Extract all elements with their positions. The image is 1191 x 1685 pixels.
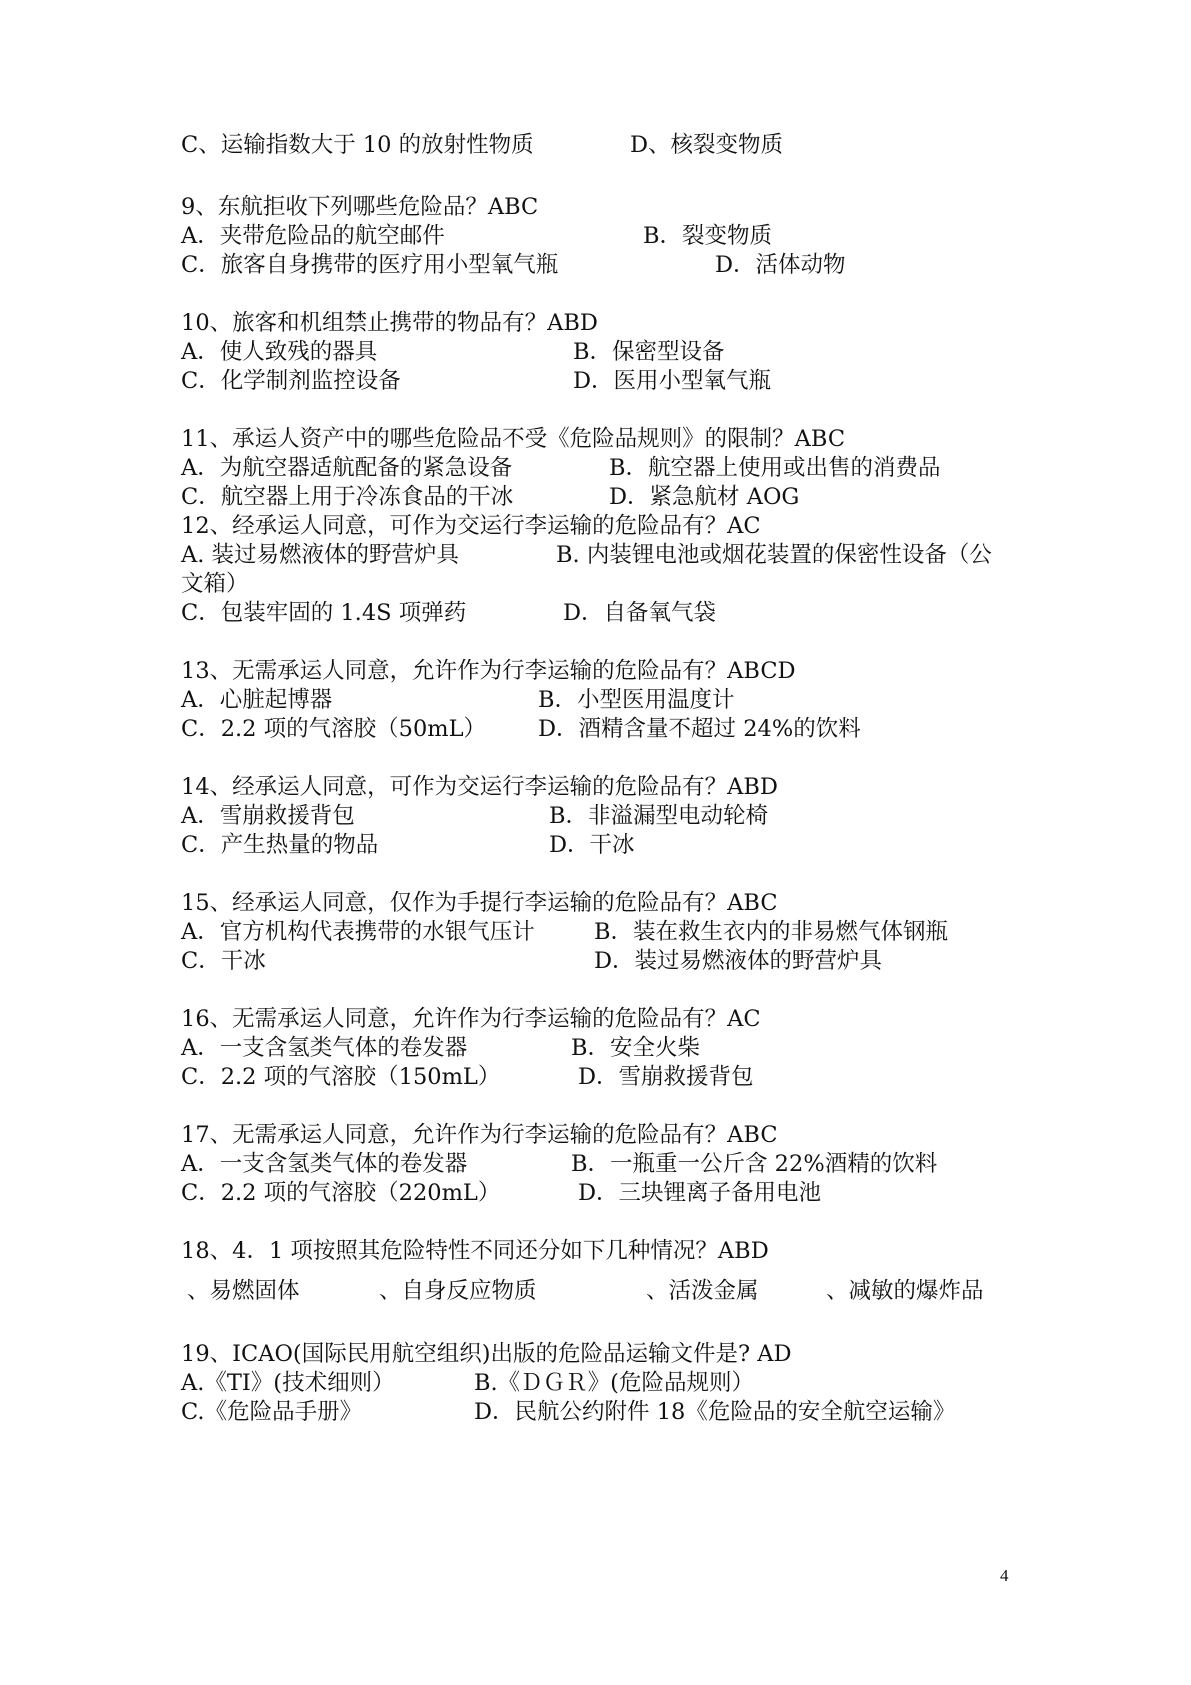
option-row	[181, 916, 1041, 948]
option-d: D．医用小型氧气瓶	[573, 368, 772, 394]
option-b: B．保密型设备	[573, 339, 725, 365]
option-row	[181, 336, 1041, 368]
option-a: A．一支含氢类气体的卷发器	[181, 1151, 468, 1177]
option-c: C、运输指数大于 10 的放射性物质	[181, 132, 534, 158]
option-row	[181, 1367, 1041, 1399]
option-a: A．为航空器适航配备的紧急设备	[181, 455, 513, 481]
question-17: 17、无需承运人同意，允许作为行李运输的危险品有？ABC	[181, 1122, 778, 1148]
option-b: B．航空器上使用或出售的消费品	[609, 455, 941, 481]
option-d: D、核裂变物质	[630, 132, 784, 158]
option-b: 、自身反应物质	[379, 1278, 537, 1304]
option-a: A．官方机构代表携带的水银气压计	[181, 919, 535, 945]
option-a: A．夹带危险品的航空邮件	[181, 223, 445, 249]
option-b: B．安全火柴	[571, 1035, 701, 1061]
option-b-continuation: 文箱）	[181, 571, 249, 597]
option-b: B.《ＤＧＲ》(危险品规则）	[474, 1370, 754, 1396]
option-row	[181, 539, 1041, 571]
option-row	[181, 800, 1041, 832]
option-a: A.《TI》(技术细则）	[181, 1370, 395, 1396]
question-10: 10、旅客和机组禁止携带的物品有？ABD	[181, 310, 598, 336]
question-11: 11、承运人资产中的哪些危险品不受《危险品规则》的限制？ABC	[181, 426, 846, 452]
option-c: C．旅客自身携带的医疗用小型氧气瓶	[181, 252, 559, 278]
question-12: 12、经承运人同意，可作为交运行李运输的危险品有？AC	[181, 513, 761, 539]
question-15: 15、经承运人同意，仅作为手提行李运输的危险品有？ABC	[181, 890, 778, 916]
option-c: C．2.2 项的气溶胶（50mL）	[181, 716, 487, 742]
option-d: D．酒精含量不超过 24%的饮料	[538, 716, 861, 742]
option-row	[181, 829, 1041, 861]
option-b: B．非溢漏型电动轮椅	[549, 803, 769, 829]
option-row	[181, 452, 1041, 484]
option-c: C.《危险品手册》	[181, 1399, 363, 1425]
option-c: C．2.2 项的气溶胶（150mL）	[181, 1064, 501, 1090]
option-c: C．产生热量的物品	[181, 832, 379, 858]
question-13: 13、无需承运人同意，允许作为行李运输的危险品有？ABCD	[181, 658, 796, 684]
option-d: D．雪崩救援背包	[578, 1064, 754, 1090]
option-d: D．装过易燃液体的野营炉具	[594, 948, 883, 974]
option-b: B．装在救生衣内的非易燃气体钢瓶	[594, 919, 949, 945]
option-d: D．民航公约附件 18《危险品的安全航空运输》	[474, 1399, 956, 1425]
option-row	[181, 945, 1041, 977]
option-row	[181, 713, 1041, 745]
question-18: 18、4．1 项按照其危险特性不同还分如下几种情况？ABD	[181, 1238, 769, 1264]
option-row	[181, 1148, 1041, 1180]
question-14: 14、经承运人同意，可作为交运行李运输的危险品有？ABD	[181, 774, 778, 800]
option-a: A．雪崩救援背包	[181, 803, 355, 829]
option-row	[181, 597, 1041, 629]
option-d: D．自备氧气袋	[563, 600, 717, 626]
option-row	[181, 481, 1041, 513]
option-a: A. 装过易燃液体的野营炉具	[181, 542, 460, 568]
option-c: C．干冰	[181, 948, 266, 974]
option-row	[181, 249, 1041, 281]
option-d: D．干冰	[549, 832, 635, 858]
option-row	[181, 1275, 1041, 1307]
option-row	[181, 365, 1041, 397]
option-d: 、减敏的爆炸品	[826, 1278, 984, 1304]
option-b: B．裂变物质	[643, 223, 773, 249]
option-row	[181, 1396, 1041, 1428]
option-d: D．活体动物	[715, 252, 846, 278]
option-c: C．包装牢固的 1.4S 项弹药	[181, 600, 467, 626]
option-row	[181, 129, 1041, 161]
option-row	[181, 1061, 1041, 1093]
option-c: C．航空器上用于冷冻食品的干冰	[181, 484, 514, 510]
option-b: B．小型医用温度计	[538, 687, 735, 713]
option-row	[181, 1177, 1041, 1209]
question-16: 16、无需承运人同意，允许作为行李运输的危险品有？AC	[181, 1006, 761, 1032]
option-row	[181, 1032, 1041, 1064]
question-19: 19、ICAO(国际民用航空组织)出版的危险品运输文件是? AD	[181, 1341, 792, 1367]
option-b: B．一瓶重一公斤含 22%酒精的饮料	[571, 1151, 938, 1177]
option-d: D．紧急航材 AOG	[609, 484, 800, 510]
page-number: 4	[1000, 1566, 1009, 1585]
option-a: A．心脏起博器	[181, 687, 333, 713]
option-row	[181, 684, 1041, 716]
option-a: A．使人致残的器具	[181, 339, 378, 365]
option-c: C．2.2 项的气溶胶（220mL）	[181, 1180, 501, 1206]
option-b: B. 内装锂电池或烟花装置的保密性设备（公	[556, 542, 992, 568]
question-9: 9、东航拒收下列哪些危险品？ABC	[181, 194, 539, 220]
option-a: 、易燃固体	[187, 1278, 300, 1304]
option-d: D．三块锂离子备用电池	[578, 1180, 822, 1206]
option-a: A．一支含氢类气体的卷发器	[181, 1035, 468, 1061]
option-c: C．化学制剂监控设备	[181, 368, 401, 394]
option-row	[181, 220, 1041, 252]
option-c: 、活泼金属	[646, 1278, 759, 1304]
